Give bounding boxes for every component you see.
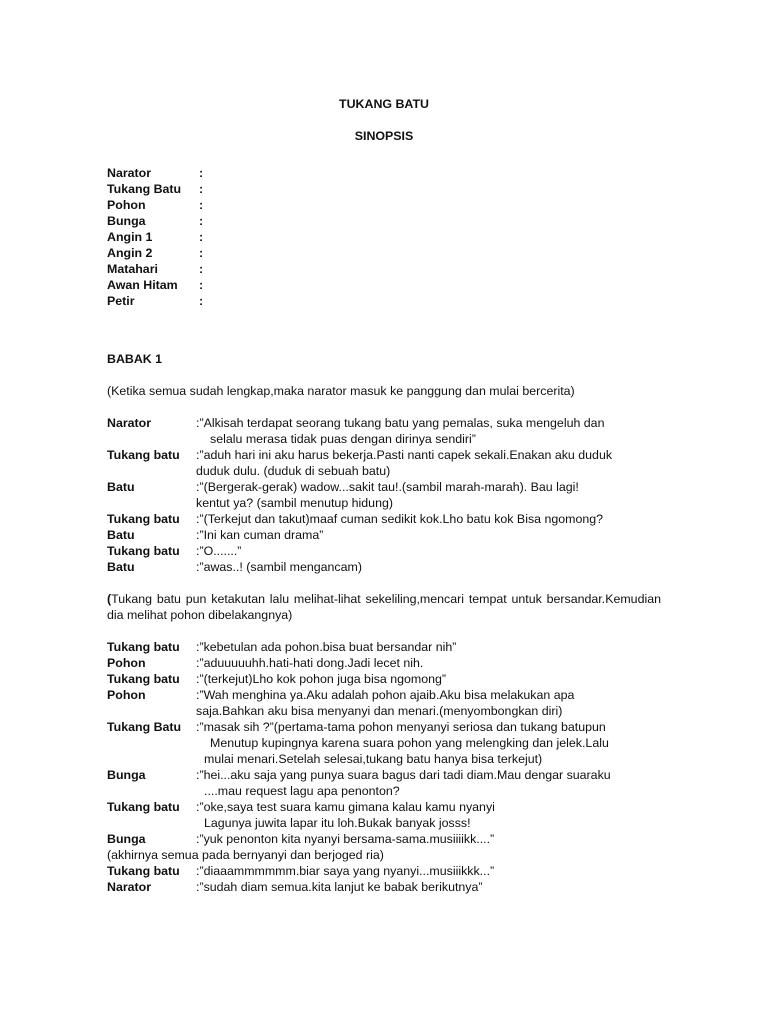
cast-colon: :	[199, 230, 204, 244]
dialogue-text	[196, 415, 661, 447]
stage-paren: (	[107, 592, 112, 606]
dialogue-text: :”(Terkejut dan takut)maaf cuman sedikit kok.Lho batu kok Bisa ngomong?	[196, 512, 604, 526]
dialogue-text-line: :”(Bergerak-gerak) wadow...sakit tau!.(sambil marah-marah). Bau lagi!	[196, 480, 579, 494]
dialogue-text	[196, 767, 661, 799]
speaker-name: Tukang batu	[107, 640, 180, 654]
dialogue-text: :”aduuuuuhh.hati-hati dong.Jadi lecet nih.	[196, 656, 424, 670]
speaker-name: Bunga	[107, 768, 146, 782]
cast-role: Pohon	[107, 198, 146, 212]
dialogue-line	[107, 719, 661, 767]
speaker-name: Pohon	[107, 688, 146, 702]
dialogue-text	[196, 447, 661, 479]
speaker-name: Tukang batu	[107, 672, 180, 686]
cast-colon: :	[199, 278, 204, 292]
dialogue-line	[107, 559, 661, 575]
dialogue-text-line: selalu merasa tidak puas dengan dirinya sendiri”	[210, 432, 476, 446]
speaker-name: Batu	[107, 480, 135, 494]
dialogue-line	[107, 447, 661, 479]
speaker-name: Tukang batu	[107, 512, 180, 526]
speaker-name: Batu	[107, 528, 135, 542]
dialogue-line	[107, 479, 661, 511]
cast-colon: :	[199, 246, 204, 260]
dialogue-line	[107, 655, 661, 671]
dialogue-text-line: :”masak sih ?”(pertama-tama pohon menyanyi seriosa dan tukang batupun	[196, 720, 606, 734]
dialogue-text-line: mulai menari.Setelah selesai,tukang batu hanya bisa terkejut)	[204, 752, 543, 766]
cast-row	[107, 277, 661, 293]
stage-direction: (Ketika semua sudah lengkap,maka narator masuk ke panggung dan mulai bercerita)	[107, 384, 575, 398]
stage-direction: (akhirnya semua pada bernyanyi dan berjoged ria)	[107, 848, 384, 862]
speaker-name: Tukang batu	[107, 544, 180, 558]
cast-row	[107, 245, 661, 261]
dialogue-line	[107, 831, 661, 847]
dialogue-text	[196, 799, 661, 831]
cast-role: Tukang Batu	[107, 182, 182, 196]
dialogue-text	[196, 479, 661, 511]
cast-row	[107, 165, 661, 181]
dialogue-text-line: kentut ya? (sambil menutup hidung)	[196, 496, 393, 510]
cast-list	[107, 165, 661, 309]
cast-colon: :	[199, 182, 204, 196]
cast-row	[107, 197, 661, 213]
cast-role: Awan Hitam	[107, 278, 178, 292]
dialogue-text-line: :”hei...aku saja yang punya suara bagus dari tadi diam.Mau dengar suaraku	[196, 768, 611, 782]
cast-row	[107, 181, 661, 197]
speaker-name: Narator	[107, 880, 152, 894]
dialogue-block	[107, 415, 661, 575]
dialogue-text-line: :”oke,saya test suara kamu gimana kalau kamu nyanyi	[196, 800, 495, 814]
dialogue-line	[107, 543, 661, 559]
dialogue-line	[107, 879, 661, 895]
dialogue-text: :”awas..! (sambil mengancam)	[196, 560, 362, 574]
dialogue-line	[107, 527, 661, 543]
dialogue-text: :”(terkejut)Lho kok pohon juga bisa ngomong”	[196, 672, 447, 686]
cast-colon: :	[199, 294, 204, 308]
cast-role: Angin 1	[107, 230, 153, 244]
cast-row	[107, 293, 661, 309]
dialogue-text-line: :”Alkisah terdapat seorang tukang batu yang pemalas, suka mengeluh dan	[196, 416, 605, 430]
cast-colon: :	[199, 262, 204, 276]
dialogue-text-line: Lagunya juwita lapar itu loh.Bukak banyak josss!	[204, 816, 471, 830]
speaker-name: Pohon	[107, 656, 146, 670]
dialogue-text: :”yuk penonton kita nyanyi bersama-sama.musiiiikk....”	[196, 832, 495, 846]
dialogue-line	[107, 511, 661, 527]
document-title: TUKANG BATU	[339, 97, 429, 111]
speaker-name: Tukang batu	[107, 864, 180, 878]
dialogue-line	[107, 687, 661, 719]
dialogue-line	[107, 799, 661, 831]
dialogue-line	[107, 415, 661, 447]
cast-role: Matahari	[107, 262, 158, 276]
speaker-name: Tukang batu	[107, 800, 180, 814]
dialogue-text: :”sudah diam semua.kita lanjut ke babak berikutnya”	[196, 880, 483, 894]
dialogue-text-line: :”aduh hari ini aku harus bekerja.Pasti nanti capek sekali.Enakan aku duduk	[196, 448, 613, 462]
dialogue-text-line: ....mau request lagu apa penonton?	[204, 784, 400, 798]
cast-colon: :	[199, 198, 204, 212]
cast-role: Narator	[107, 166, 152, 180]
cast-role: Angin 2	[107, 246, 153, 260]
dialogue-text: :”kebetulan ada pohon.bisa buat bersandar nih”	[196, 640, 457, 654]
cast-row	[107, 213, 661, 229]
dialogue-text: :”diaaammmmmm.biar saya yang nyanyi...musiiikkk...”	[196, 864, 495, 878]
dialogue-text-line: Menutup kupingnya karena suara pohon yang melengking dan jelek.Lalu	[210, 736, 609, 750]
dialogue-text: :”Ini kan cuman drama”	[196, 528, 324, 542]
dialogue-block	[107, 639, 661, 895]
act-heading: BABAK 1	[107, 352, 163, 366]
dialogue-line	[107, 863, 661, 879]
cast-row	[107, 229, 661, 245]
dialogue-text-line: saja.Bahkan aku bisa menyanyi dan menari.(menyombongkan diri)	[196, 704, 563, 718]
cast-colon: :	[199, 214, 204, 228]
dialogue-line	[107, 767, 661, 799]
document-subtitle: SINOPSIS	[354, 129, 414, 143]
dialogue-text	[196, 687, 661, 719]
stage-direction-text: Tukang batu pun ketakutan lalu melihat-lihat sekeliling,mencari tempat untuk bersandar.Kemudian dia melihat pohon dibelakangnya)	[107, 592, 661, 622]
speaker-name: Bunga	[107, 832, 146, 846]
speaker-name: Tukang batu	[107, 448, 180, 462]
speaker-name: Tukang Batu	[107, 720, 182, 734]
dialogue-text: :”O.......”	[196, 544, 242, 558]
cast-row	[107, 261, 661, 277]
dialogue-text-line: duduk dulu. (duduk di sebuah batu)	[196, 464, 391, 478]
stage-direction	[107, 591, 661, 623]
dialogue-text-line: :”Wah menghina ya.Aku adalah pohon ajaib.Aku bisa melakukan apa	[196, 688, 575, 702]
speaker-name: Batu	[107, 560, 135, 574]
dialogue-line	[107, 671, 661, 687]
dialogue-text	[196, 719, 661, 767]
cast-colon: :	[199, 166, 204, 180]
cast-role: Bunga	[107, 214, 146, 228]
dialogue-line	[107, 639, 661, 655]
speaker-name: Narator	[107, 416, 152, 430]
document-page	[107, 96, 661, 895]
cast-role: Petir	[107, 294, 135, 308]
